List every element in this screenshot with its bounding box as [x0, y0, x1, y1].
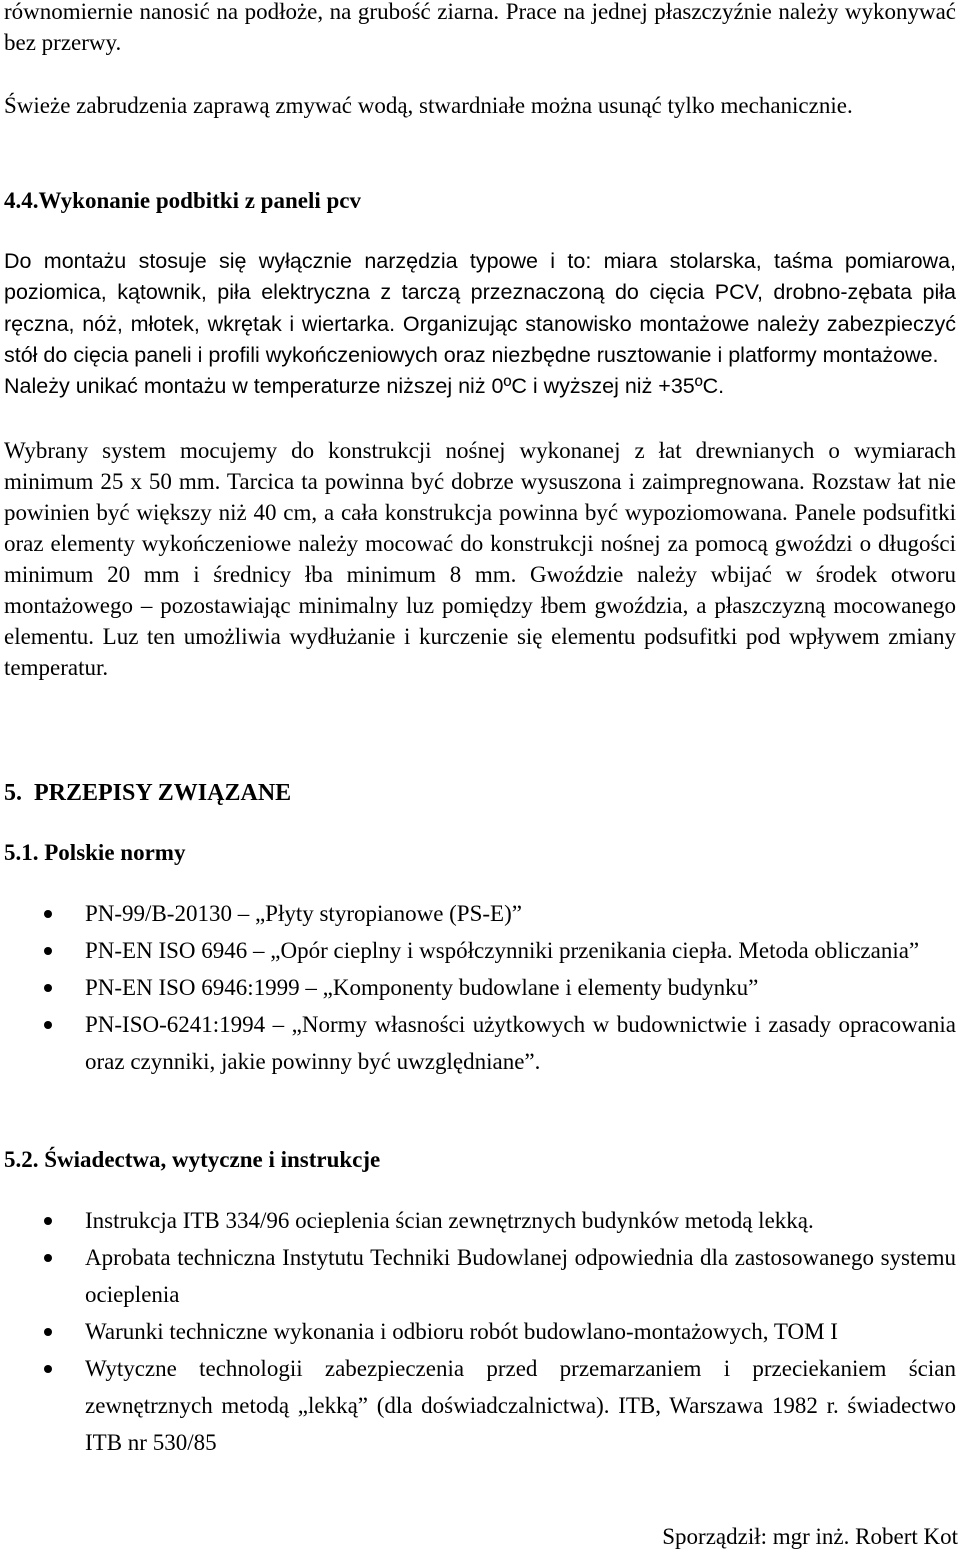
list-item: PN-EN ISO 6946:1999 – „Komponenty budowlane i elementy budynku” — [4, 969, 956, 1006]
paragraph-temperature: Należy unikać montażu w temperaturze niższej niż 0ºC i wyższej niż +35ºC. — [4, 374, 725, 399]
list-item: PN-99/B-20130 – „Płyty styropianowe (PS-E)” — [4, 895, 956, 932]
list-item: PN-EN ISO 6946 – „Opór cieplny i współczynniki przenikania ciepła. Metoda obliczania” — [4, 932, 956, 969]
bullet-icon — [44, 984, 52, 992]
bullet-icon — [44, 1254, 52, 1262]
list-item: PN-ISO-6241:1994 – „Normy własności użytkowych w budownictwie i zasady opracowania oraz czynniki, jakie powinny być uwzględniane”. — [4, 1006, 956, 1080]
bullet-icon — [44, 947, 52, 955]
list-item: Aprobata techniczna Instytutu Techniki Budowlanej odpowiednia dla zastosowanego systemu ocieplenia — [4, 1239, 956, 1313]
subsection-heading-5-1: 5.1. Polskie normy — [4, 840, 186, 865]
paragraph-tools: Do montażu stosuje się wyłącznie narzędzia typowe i to: miara stolarska, taśma pomiarowa, poziomica, kątownik, piła elektryczna z tarczą przeznaczoną do cięcia PCV, drobno-zębata piła ręczna, nóż, młotek, wkrętak i wiertarka. — [4, 249, 956, 336]
section-heading-4-4: 4.4.Wykonanie podbitki z paneli pcv — [4, 188, 362, 213]
list-item: Wytyczne technologii zabezpieczenia przed przemarzaniem i przeciekaniem ścian zewnętrznych metodą „lekką” (dla doświadczalnictwa). ITB, Warszawa 1982 r. świadectwo ITB nr 530/85 — [4, 1350, 956, 1461]
subsection-heading-5-2: 5.2. Świadectwa, wytyczne i instrukcje — [4, 1147, 381, 1172]
section-4-4-body — [4, 246, 956, 402]
list-item: Warunki techniczne wykonania i odbioru robót budowlano-montażowych, TOM I — [4, 1313, 956, 1350]
author-signature: Sporządził: mgr inż. Robert Kot — [662, 1524, 958, 1549]
list-item: Instrukcja ITB 334/96 ocieplenia ścian zewnętrznych budynków metodą lekką. — [4, 1202, 956, 1239]
bullet-icon — [44, 1328, 52, 1336]
bullet-icon — [44, 1021, 52, 1029]
paragraph: Świeże zabrudzenia zaprawą zmywać wodą, stwardniałe można usunąć tylko mechanicznie. — [4, 93, 853, 118]
paragraph: równomiernie nanosić na podłoże, na grubość ziarna. Prace na jednej płaszczyźnie należy wykonywać bez przerwy. — [4, 0, 956, 55]
bullet-icon — [44, 910, 52, 918]
certificates-list — [4, 1202, 956, 1461]
standards-list — [4, 895, 956, 1080]
bullet-icon — [44, 1217, 52, 1225]
section-heading-5: 5. PRZEPISY ZWIĄZANE — [4, 780, 292, 806]
paragraph-workstation: Organizując stanowisko montażowe należy zabezpieczyć stół do cięcia paneli i profili wykończeniowych oraz niezbędne rusztowanie i platformy montażowe. — [4, 311, 956, 367]
bullet-icon — [44, 1365, 52, 1373]
paragraph-mounting: Wybrany system mocujemy do konstrukcji nośnej wykonanej z łat drewnianych o wymiarach minimum 25 x 50 mm. Tarcica ta powinna być dobrze wysuszona i zaimpregnowana. Rozstaw łat nie powinien być większy niż 40 cm, a cała konstrukcja powinna być wypoziomowana. Panele podsufitki oraz elementy wykończeniowe należy mocować do konstrukcji nośnej za pomocą gwoździ o długości minimum 20 mm i średnicy łba minimum 8 mm. Gwoździe należy wbijać w środek otworu montażowego – pozostawiając minimalny luz pomiędzy łbem gwoździa, a płaszczyzną mocowanego elementu. Luz ten umożliwia wydłużanie i kurczenie się elementu podsufitki pod wpływem zmiany temperatur. — [4, 438, 956, 680]
